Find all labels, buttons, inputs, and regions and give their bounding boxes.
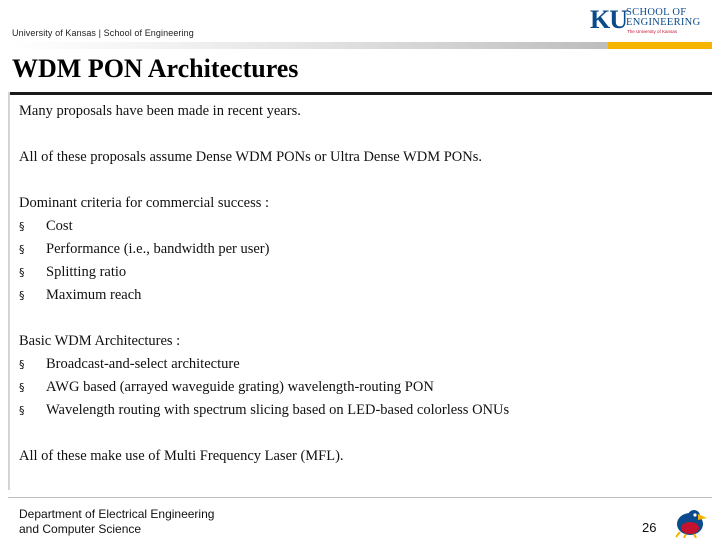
header-gradient-bar xyxy=(8,42,608,49)
bullet-icon: § xyxy=(19,289,25,302)
closing-text: All of these make use of Multi Frequency Laser (MFL). xyxy=(19,448,344,464)
criteria-heading: Dominant criteria for commercial success : xyxy=(19,195,270,211)
list-item xyxy=(19,238,699,261)
ku-logo-mark: KU xyxy=(590,5,627,34)
list-item xyxy=(19,399,699,422)
list-item xyxy=(19,215,699,238)
criteria-item: Performance (i.e., bandwidth per user) xyxy=(46,241,270,257)
architecture-item: Wavelength routing with spectrum slicing based on LED-based colorless ONUs xyxy=(46,402,510,418)
title-underline xyxy=(8,92,712,95)
department-line2: and Computer Science xyxy=(19,522,142,536)
criteria-item: Maximum reach xyxy=(46,287,142,303)
list-item xyxy=(19,284,699,307)
intro-text: Many proposals have been made in recent years. xyxy=(19,103,301,119)
logo-school-line2: ENGINEERING xyxy=(626,17,701,28)
logo-university-name: The University of Kansas xyxy=(627,29,678,34)
left-margin-rule xyxy=(8,92,10,490)
criteria-item: Cost xyxy=(46,218,73,234)
architecture-item: Broadcast-and-select architecture xyxy=(46,356,240,372)
logo-school-name xyxy=(626,8,700,28)
bullet-icon: § xyxy=(19,243,25,256)
list-item xyxy=(19,353,699,376)
institution-header: University of Kansas | School of Engineering xyxy=(12,28,194,38)
criteria-item: Splitting ratio xyxy=(46,264,127,280)
department-label xyxy=(19,507,214,537)
department-line1: Department of Electrical Engineering xyxy=(19,507,215,521)
page-number: 26 xyxy=(642,520,657,535)
footer-divider xyxy=(8,497,712,498)
bullet-icon: § xyxy=(19,220,25,233)
bullet-icon: § xyxy=(19,381,25,394)
ku-engineering-logo xyxy=(590,6,712,38)
list-item xyxy=(19,376,699,399)
bullet-icon: § xyxy=(19,266,25,279)
jayhawk-icon xyxy=(670,500,710,538)
architecture-item: AWG based (arrayed waveguide grating) wavelength-routing PON xyxy=(46,379,434,395)
header-accent-bar xyxy=(608,42,712,49)
list-item xyxy=(19,261,699,284)
assumption-text: All of these proposals assume Dense WDM PONs or Ultra Dense WDM PONs. xyxy=(19,149,483,165)
slide-title: WDM PON Architectures xyxy=(12,54,299,83)
bullet-icon: § xyxy=(19,404,25,417)
bullet-icon: § xyxy=(19,358,25,371)
slide-body xyxy=(19,100,699,468)
architectures-heading: Basic WDM Architectures : xyxy=(19,333,181,349)
logo-school-line1: SCHOOL OF xyxy=(626,7,687,18)
